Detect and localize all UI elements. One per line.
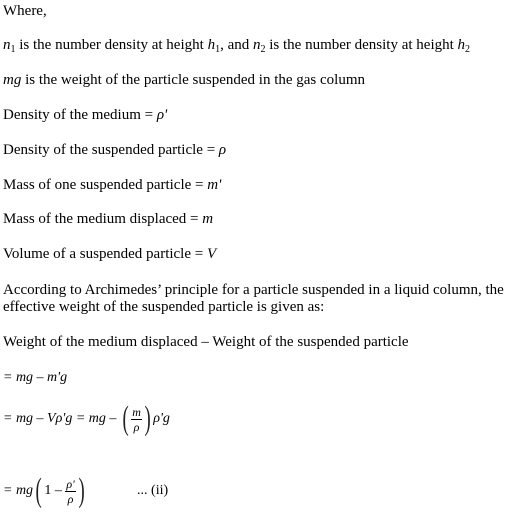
density-particle-definition [3, 142, 226, 159]
volume-text: Volume of a suspended particle = [3, 246, 207, 262]
equation-2-fraction [131, 405, 142, 434]
density-particle-symbol: ρ [218, 142, 227, 158]
left-paren: ( [122, 400, 129, 437]
equation-3-fraction [65, 477, 75, 506]
mg-text: is the weight of the particle suspended in the gas column [21, 72, 366, 88]
equation-2 [3, 402, 170, 436]
equation-2-right: ρ'g [153, 411, 170, 427]
equation-3-numerator: ρ' [66, 476, 75, 491]
mass-particle-definition [3, 177, 221, 194]
number-density-definition [3, 37, 470, 54]
weight-definition [3, 72, 365, 89]
volume-symbol: V [206, 246, 217, 262]
n1-subscript: 1 [10, 44, 16, 55]
archimedes-paragraph: According to Archimedes’ principle for a particle suspended in a liquid column, the effective weight of the suspended particle is given as: [3, 282, 504, 315]
density-particle-text: Density of the suspended particle = [3, 142, 219, 158]
mass-medium-text: Mass of the medium displaced = [3, 211, 203, 227]
mass-medium-symbol: m [202, 211, 214, 227]
equation-3 [3, 474, 168, 508]
mass-particle-text: Mass of one suspended particle = [3, 177, 208, 193]
equation-3-label: ... (ii) [137, 483, 169, 499]
mass-medium-definition [3, 211, 213, 228]
n2-symbol: n [252, 37, 261, 53]
equation-3-left: = mg [3, 483, 34, 499]
equation-2-denominator: ρ [131, 419, 142, 434]
right-paren: ) [78, 472, 85, 509]
h1-symbol: h [207, 37, 216, 53]
equation-1-expression: = mg – m'g [3, 370, 68, 385]
where-label: Where, [3, 3, 47, 19]
left-paren: ( [35, 472, 42, 509]
n1-symbol: n [3, 37, 11, 53]
equation-1 [3, 369, 67, 386]
mg-symbol: mg [3, 72, 22, 88]
n2-subscript: 2 [260, 44, 266, 55]
mass-particle-symbol: m' [207, 177, 222, 193]
weight-difference-line: Weight of the medium displaced – Weight of the suspended particle [3, 334, 409, 350]
n1-text: is the number density at height [15, 37, 208, 53]
and-text: , and [220, 37, 253, 53]
density-medium-text: Density of the medium = [3, 107, 157, 123]
h2-symbol: h [457, 37, 466, 53]
equation-2-left: = mg – Vρ'g = mg – [3, 411, 120, 427]
equation-2-numerator: m [132, 404, 141, 419]
h1-subscript: 1 [215, 44, 221, 55]
volume-definition [3, 246, 216, 263]
h2-subscript: 2 [465, 44, 471, 55]
equation-3-one: 1 – [44, 483, 66, 499]
density-medium-definition [3, 107, 167, 124]
n2-text: is the number density at height [265, 37, 458, 53]
right-paren: ) [144, 400, 151, 437]
density-medium-symbol: ρ' [156, 107, 168, 123]
equation-3-denominator: ρ [65, 491, 75, 506]
